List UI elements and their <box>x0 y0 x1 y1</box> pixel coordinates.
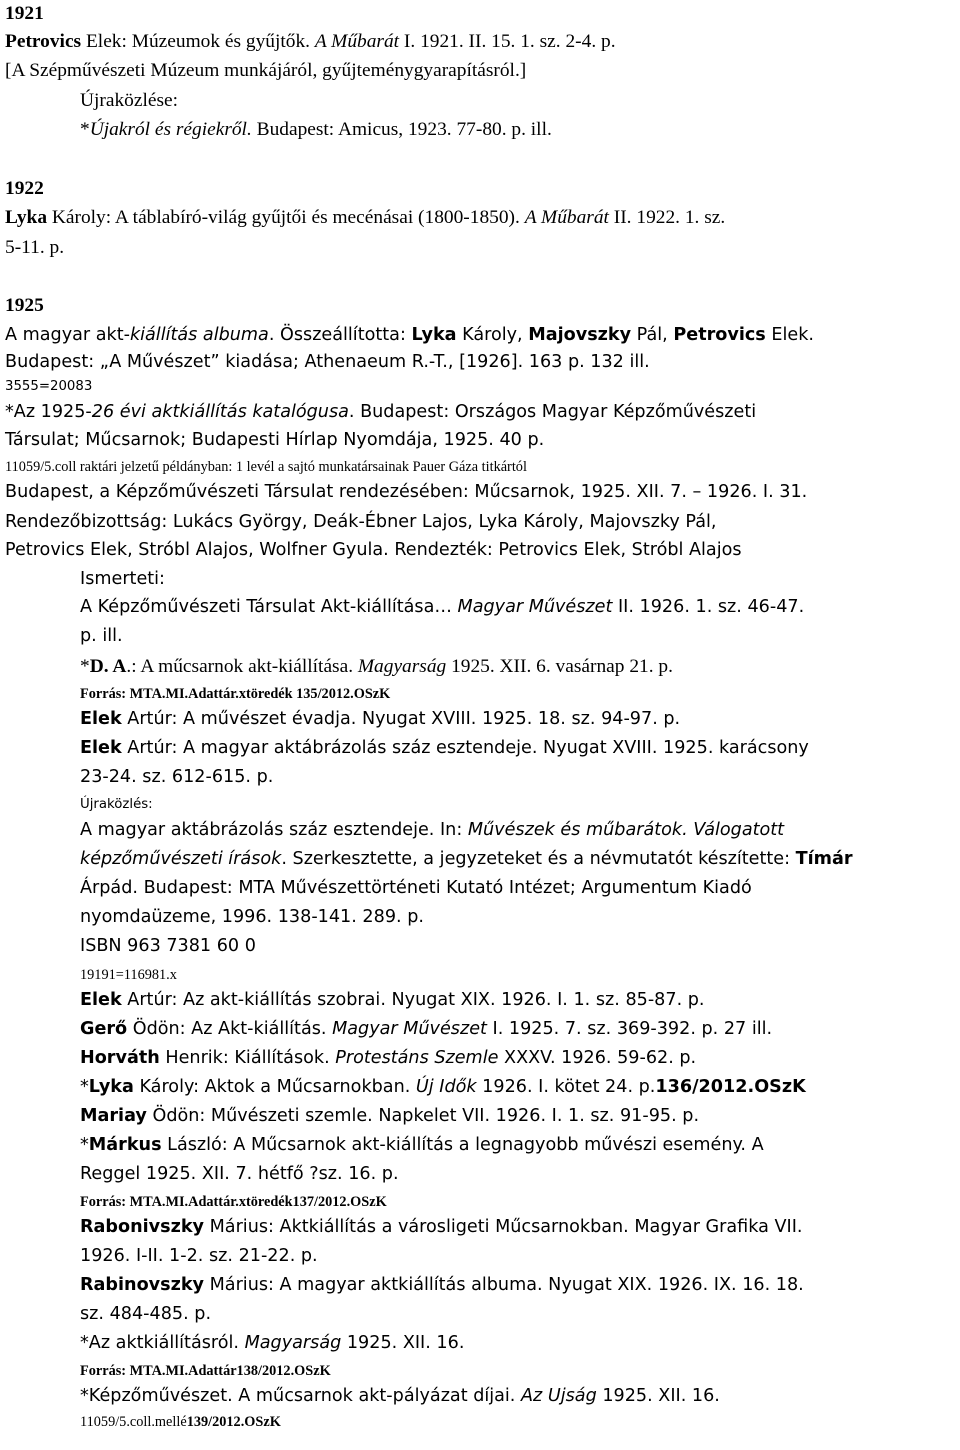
text-line <box>80 1046 696 1070</box>
text-segment: Forrás: MTA.MI.Adattár.xtöredék 135/2012.OSzK <box>80 686 391 702</box>
text-line <box>80 905 424 929</box>
text-segment: *Képzőművészet. A műcsarnok akt-pályázat díjai. <box>80 1386 521 1406</box>
text-line <box>80 796 153 814</box>
text-segment: 136/2012.OSzK <box>655 1077 806 1097</box>
text-line <box>5 294 44 318</box>
text-segment: A Műbarát <box>314 31 400 52</box>
text-segment: .: A műcsarnok akt-kiállítása. <box>126 656 358 677</box>
text-line <box>80 595 804 619</box>
text-segment: Márius: A magyar aktkiállítás albuma. Nyugat XIX. 1926. IX. 16. 18. <box>204 1275 804 1295</box>
text-segment: Újraközlés: <box>80 797 153 812</box>
text-line <box>80 707 680 731</box>
text-line <box>80 1244 318 1268</box>
text-segment: 11059/5.coll raktári jelzetű példányban: 1 levél a sajtó munkatársainak Pauer Gáza titkártól <box>5 459 527 475</box>
text-line <box>80 1017 772 1041</box>
text-line <box>80 1273 804 1297</box>
text-segment: Petrovics <box>673 325 766 345</box>
text-line <box>5 30 616 54</box>
text-line <box>5 378 92 396</box>
text-segment: 1921 <box>5 3 44 24</box>
text-line <box>80 876 752 900</box>
text-segment: Márkus <box>88 1135 162 1155</box>
text-line <box>5 206 725 230</box>
text-segment: Artúr: Az akt-kiállítás szobrai. Nyugat XIX. 1926. I. 1. sz. 85-87. p. <box>121 990 705 1010</box>
text-segment: Budapest: „A Művészet” kiadása; Athenaeum R.-T., [1926]. 163 p. 132 ill. <box>5 352 650 372</box>
text-segment: sz. 484-485. p. <box>80 1304 212 1324</box>
text-segment: . Összeállította: <box>268 325 412 345</box>
text-line <box>5 2 44 26</box>
text-line <box>80 966 177 984</box>
text-line <box>80 1133 764 1157</box>
text-segment: Elek <box>80 709 122 729</box>
text-segment: Lyka <box>5 207 48 228</box>
text-segment: II. 1926. 1. sz. 46-47. <box>612 597 805 617</box>
text-segment: Petrovics Elek, Stróbl Alajos, Wolfner Gyula. Rendezték: Petrovics Elek, Stróbl Alajos <box>5 540 742 560</box>
text-segment: Lyka <box>88 1077 134 1097</box>
text-segment: *Az 1925- <box>5 402 92 422</box>
text-segment: Rabonivszky <box>80 1217 205 1237</box>
text-segment: 26 évi aktkiállítás katalógusa <box>91 402 349 422</box>
text-segment: A Műbarát <box>524 207 609 228</box>
text-segment: Új Idők <box>415 1077 477 1097</box>
text-line <box>5 538 742 562</box>
text-segment: Árpád. Budapest: MTA Művészettörténeti Kutató Intézet; Argumentum Kiadó <box>80 878 752 898</box>
text-segment: * <box>80 656 90 677</box>
text-line <box>80 1302 211 1326</box>
text-segment: ISBN 963 7381 60 0 <box>80 936 256 956</box>
text-segment: Budapest: Amicus, 1923. 77-80. p. ill. <box>251 119 552 140</box>
text-segment: 5-11. p. <box>5 237 65 258</box>
text-segment: Márius: Aktkiállítás a városligeti Műcsarnokban. Magyar Grafika VII. <box>204 1217 803 1237</box>
text-segment: Károly: Aktok a Műcsarnokban. <box>133 1077 416 1097</box>
text-segment: 1925. XII. 16. <box>596 1386 720 1406</box>
text-segment: Elek: Múzeumok és gyűjtők. <box>81 31 315 52</box>
text-segment: Gerő <box>80 1019 128 1039</box>
text-line <box>80 1215 803 1239</box>
text-line <box>80 1075 806 1099</box>
text-segment: kiállítás albuma <box>129 325 269 345</box>
text-segment: Tímár <box>795 849 853 869</box>
text-segment: nyomdaüzeme, 1996. 138-141. 289. p. <box>80 907 424 927</box>
text-segment: Henrik: Kiállítások. <box>159 1048 336 1068</box>
text-segment: XXXV. 1926. 59-62. p. <box>498 1048 697 1068</box>
text-line <box>5 323 814 347</box>
text-segment: A magyar aktábrázolás száz esztendeje. In: <box>80 820 468 840</box>
text-segment: A Képzőművészeti Társulat Akt-kiállítása… <box>80 597 458 617</box>
text-line <box>80 118 552 142</box>
text-segment: A magyar akt- <box>5 325 130 345</box>
text-line <box>80 1104 699 1128</box>
text-segment: Artúr: A művészet évadja. Nyugat XVIII. 1925. 18. sz. 94-97. p. <box>121 709 681 729</box>
text-segment: 139/2012.OSzK <box>186 1414 281 1430</box>
text-segment: I. 1921. II. 15. 1. sz. 2-4. p. <box>399 31 616 52</box>
text-line <box>80 1413 281 1431</box>
text-segment: 3555=20083 <box>5 379 93 394</box>
text-segment: Az Ujság <box>521 1386 597 1406</box>
text-line <box>5 350 650 374</box>
text-segment: 1922 <box>5 178 44 199</box>
text-line <box>80 655 673 679</box>
text-segment: Ödön: Művészeti szemle. Napkelet VII. 1926. I. 1. sz. 91-95. p. <box>146 1106 700 1126</box>
text-segment: Ödön: Az Akt-kiállítás. <box>127 1019 333 1039</box>
text-line <box>80 567 165 591</box>
text-segment: 23-24. sz. 612-615. p. <box>80 767 274 787</box>
text-segment: [A Szépművészeti Múzeum munkájáról, gyűjteménygyarapításról.] <box>5 60 527 81</box>
text-line <box>80 624 123 648</box>
text-line <box>5 59 526 83</box>
text-segment: * <box>80 1135 89 1155</box>
text-segment: I. 1925. 7. sz. 369-392. p. 27 ill. <box>486 1019 773 1039</box>
text-line <box>5 236 64 260</box>
text-segment: D. A <box>89 656 127 677</box>
text-segment: képzőművészeti írások <box>80 849 282 869</box>
text-line <box>80 818 784 842</box>
text-line <box>80 685 390 703</box>
text-segment: p. ill. <box>80 626 123 646</box>
text-segment: Rabinovszky <box>80 1275 205 1295</box>
text-line <box>80 765 273 789</box>
text-segment: Forrás: MTA.MI.Adattár.xtöredék137/2012.OSzK <box>80 1194 387 1210</box>
text-segment: Forrás: MTA.MI.Adattár138/2012.OSzK <box>80 1363 331 1379</box>
text-segment: Újakról és régiekről. <box>89 119 252 140</box>
text-segment: * <box>80 119 90 140</box>
text-segment: Elek <box>80 990 122 1010</box>
text-segment: 1925. XII. 6. vasárnap 21. p. <box>446 656 673 677</box>
text-line <box>5 480 807 504</box>
text-line <box>5 510 717 534</box>
text-segment: *Az aktkiállításról. <box>80 1333 245 1353</box>
text-segment: Magyar Művészet <box>457 597 613 617</box>
text-line <box>80 1362 331 1380</box>
text-segment: Magyarság <box>357 656 447 677</box>
text-line <box>5 400 756 424</box>
text-line <box>80 736 809 760</box>
text-line <box>80 988 705 1012</box>
text-segment: 19191=116981.x <box>80 967 177 983</box>
text-line <box>80 847 853 871</box>
text-segment: Rendezőbizottság: Lukács György, Deák-Ébner Lajos, Lyka Károly, Majovszky Pál, <box>5 512 717 532</box>
text-segment: Protestáns Szemle <box>335 1048 499 1068</box>
text-segment: Magyar Művészet <box>332 1019 487 1039</box>
text-segment: Újraközlése: <box>80 90 178 111</box>
text-segment: Mariay <box>80 1106 147 1126</box>
text-line <box>5 177 44 201</box>
text-segment: Horváth <box>80 1048 160 1068</box>
text-segment: Budapest, a Képzőművészeti Társulat rendezésében: Műcsarnok, 1925. XII. 7. – 1926. I. 31. <box>5 482 808 502</box>
text-line <box>80 1384 720 1408</box>
text-segment: 1925. XII. 16. <box>341 1333 465 1353</box>
text-segment: 1925 <box>5 295 44 316</box>
text-segment: Társulat; Műcsarnok; Budapesti Hírlap Nyomdája, 1925. 40 p. <box>5 430 545 450</box>
text-segment: László: A Műcsarnok akt-kiállítás a legnagyobb művészi esemény. A <box>161 1135 764 1155</box>
text-segment: Lyka <box>411 325 457 345</box>
text-line <box>5 458 527 476</box>
text-segment: Reggel 1925. XII. 7. hétfő ?sz. 16. p. <box>80 1164 399 1184</box>
text-segment: Elek <box>80 738 122 758</box>
text-segment: II. 1922. 1. sz. <box>608 207 726 228</box>
text-segment: 1926. I. kötet 24. p. <box>476 1077 656 1097</box>
text-segment: Magyarság <box>244 1333 342 1353</box>
text-line <box>80 1331 464 1355</box>
text-segment: Károly: A táblabíró-világ gyűjtői és mecénásai (1800-1850). <box>47 207 525 228</box>
text-segment: . Szerkesztette, a jegyzeteket és a névmutatót készítette: <box>281 849 796 869</box>
text-segment: Elek. <box>765 325 814 345</box>
text-segment: Károly, <box>456 325 529 345</box>
text-segment: Pál, <box>631 325 674 345</box>
text-segment: Művészek és műbarátok. Válogatott <box>467 820 785 840</box>
text-line <box>80 1162 399 1186</box>
text-segment: Majovszky <box>528 325 632 345</box>
text-segment: Artúr: A magyar aktábrázolás száz esztendeje. Nyugat XVIII. 1925. karácsony <box>121 738 809 758</box>
text-segment: . Budapest: Országos Magyar Képzőművészeti <box>348 402 757 422</box>
text-line <box>80 934 256 958</box>
text-line <box>80 89 178 113</box>
text-segment: 1926. I-II. 1-2. sz. 21-22. p. <box>80 1246 318 1266</box>
text-segment: 11059/5.coll.mellé <box>80 1414 187 1430</box>
text-segment: Ismerteti: <box>80 569 165 589</box>
text-line <box>5 428 544 452</box>
text-segment: * <box>80 1077 89 1097</box>
text-line <box>80 1193 387 1211</box>
text-segment: Petrovics <box>5 31 82 52</box>
